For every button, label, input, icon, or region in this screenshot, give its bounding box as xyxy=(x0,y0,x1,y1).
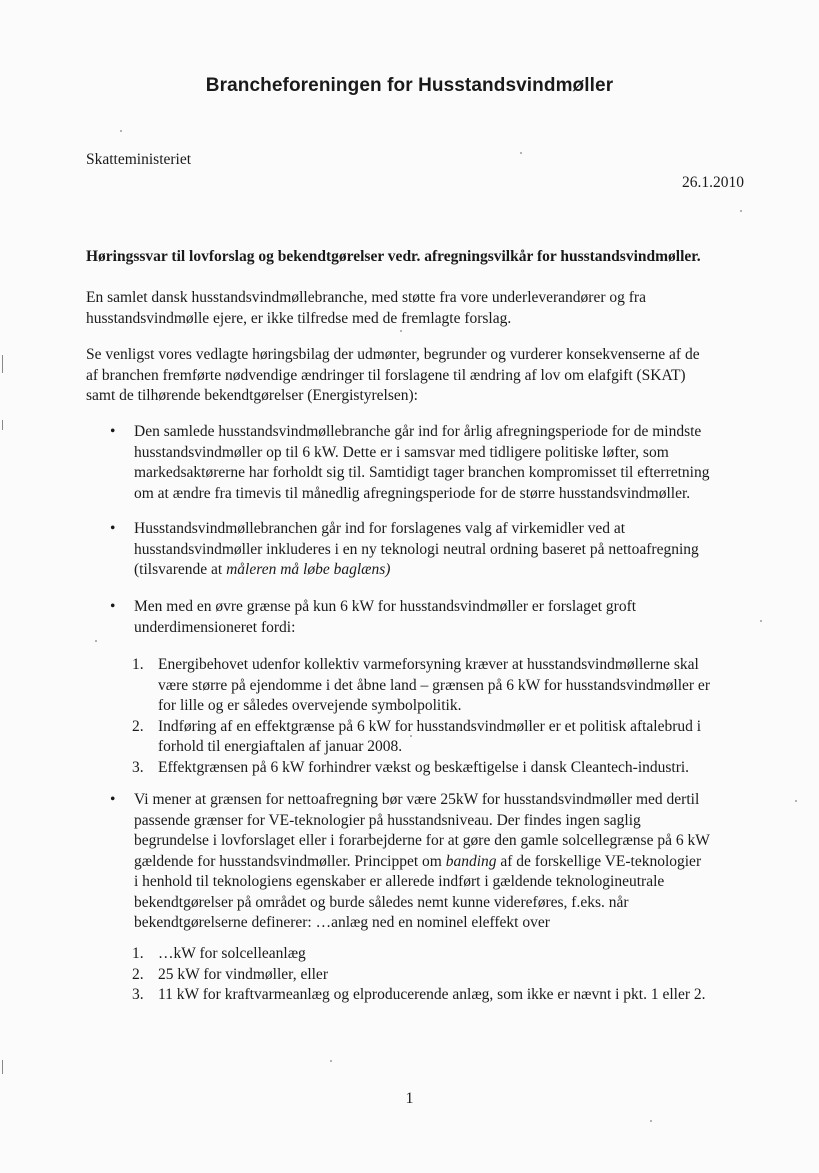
thresholds-list xyxy=(86,944,766,1006)
text-line: bekendtgørelserne definerer: …anlæg ned en nominel eleffekt over xyxy=(134,914,550,931)
scan-speck xyxy=(95,640,97,642)
text-line: forhold til energiaftalen af januar 2008. xyxy=(158,738,403,755)
text-line: …kW for solcelleanlæg xyxy=(158,945,306,962)
text-line: En samlet dansk husstandsvindmøllebranche, med støtte fra vore underleverandører og fra xyxy=(86,289,646,306)
attachment-paragraph xyxy=(86,345,746,407)
scan-speck xyxy=(795,800,797,802)
text-line: husstandsvindmøller op til 6 kW. Dette er i samsvar med tidligere politiske løfter, som xyxy=(134,443,669,461)
text-span: gældende for husstandsvindmøller. Princippet om xyxy=(134,852,446,870)
text-line: begrundelse i lovforslaget eller i forarbejderne for at gøre den gamle solcellegrænse på 6 kW xyxy=(134,832,710,849)
text-line: Den samlede husstandsvindmøllebranche går ind for årlig afregningsperiode for de mindste xyxy=(134,423,702,440)
text-line: markedsaktørerne har forholdt sig til. Samtidigt tager branchen kompromisset til efterretning xyxy=(134,464,710,481)
scan-edge-mark xyxy=(2,420,3,430)
scan-speck xyxy=(650,1120,652,1122)
bullet-marker: • xyxy=(110,791,116,808)
italic-phrase: banding xyxy=(445,852,497,870)
text-line: passende grænser for VE-teknologier på husstandsniveau. Der findes ingen saglig xyxy=(134,811,641,829)
text-line: husstandsvindmøller inkluderes i en ny teknologi neutral ordning baseret på nettoafregning xyxy=(134,540,699,558)
bullet-item xyxy=(86,597,756,641)
letter-date: 26.1.2010 xyxy=(682,174,744,191)
text-line: Husstandsvindmøllebranchen går ind for forslagenes valg af virkemidler ved at xyxy=(134,520,626,537)
subject-line: Høringssvar til lovforslag og bekendtgørelser vedr. afregningsvilkår for husstandsvindmøller. xyxy=(86,248,701,265)
text-line: om at ændre fra timevis til månedlig afregningsperiode for de større husstandsvindmøller. xyxy=(134,484,691,502)
scan-speck xyxy=(120,130,122,132)
bullet-item xyxy=(86,519,756,584)
scan-speck xyxy=(410,735,412,737)
text-line: husstandsvindmølle ejere, er ikke tilfredse med de fremlagte forslag. xyxy=(86,309,512,327)
bullet-marker: • xyxy=(110,520,116,537)
text-line: Men med en øvre grænse på kun 6 kW for husstandsvindmøller er forslaget groft xyxy=(134,598,637,615)
scan-speck xyxy=(740,210,742,212)
text-line: 25 kW for vindmøller, eller xyxy=(158,965,328,983)
text-line: 11 kW for kraftvarmeanlæg og elproducerende anlæg, som ikke er nævnt i pkt. 1 eller 2. xyxy=(158,986,706,1003)
text-line xyxy=(134,852,764,873)
page-number: 1 xyxy=(405,1090,414,1107)
list-number: 3. xyxy=(132,758,144,776)
intro-paragraph xyxy=(86,288,746,329)
scan-speck xyxy=(520,152,522,154)
list-item xyxy=(86,985,766,1006)
list-number: 2. xyxy=(132,717,144,735)
scan-speck xyxy=(400,330,402,332)
bullet-marker: • xyxy=(110,423,116,440)
letterhead-title: Brancheforeningen for Husstandsvindmøller xyxy=(205,75,614,96)
text-line: af branchen fremførte nødvendige ændringer til forslagene til ændring af lov om elafgift (SKAT) xyxy=(86,366,686,384)
text-line: Se venligst vores vedlagte høringsbilag der udmønter, begrunder og vurderer konsekvenserne af de xyxy=(86,346,700,363)
italic-phrase: måleren må løbe baglæns) xyxy=(226,561,391,578)
text-span: (tilsvarende at xyxy=(134,561,227,578)
text-line xyxy=(134,560,764,581)
scan-speck xyxy=(330,1060,332,1062)
list-item xyxy=(86,965,766,986)
text-line: Indføring af en effektgrænse på 6 kW for husstandsvindmøller er et politisk aftalebrud i xyxy=(158,717,702,735)
text-line: være større på ejendomme i det åbne land – grænsen på 6 kW for husstandsvindmøller er xyxy=(158,676,710,694)
list-number: 2. xyxy=(132,965,144,983)
bullet-marker: • xyxy=(110,598,116,615)
text-line: samt de tilhørende bekendtgørelser (Energistyrelsen): xyxy=(86,387,418,404)
text-line: Vi mener at grænsen for nettoafregning bør være 25kW for husstandsvindmøller med dertil xyxy=(134,791,700,808)
recipient: Skatteministeriet xyxy=(86,151,192,168)
list-item xyxy=(86,944,766,965)
scan-edge-mark xyxy=(2,1060,3,1074)
list-number: 1. xyxy=(132,656,144,673)
text-line: Energibehovet udenfor kollektiv varmeforsyning kræver at husstandsvindmøllerne skal xyxy=(158,656,699,673)
text-line: i henhold til teknologiens egenskaber er allerede indført i gældende teknologineutrale xyxy=(134,873,665,890)
scan-edge-mark xyxy=(2,355,3,373)
bullet-item xyxy=(86,422,756,507)
text-line: Effektgrænsen på 6 kW forhindrer vækst og beskæftigelse i dansk Cleantech-industri. xyxy=(158,758,690,776)
text-line: for lille og er således overvejende symbolpolitik. xyxy=(158,697,462,714)
reasons-list xyxy=(86,655,766,778)
list-number: 1. xyxy=(132,945,144,962)
text-line: bekendtgørelser på området og burde således nemt kunne videreføres, f.eks. når xyxy=(134,893,629,911)
list-item xyxy=(86,758,766,779)
bullet-item xyxy=(86,790,756,935)
text-line: underdimensioneret fordi: xyxy=(134,618,296,636)
list-item xyxy=(86,655,766,717)
list-number: 3. xyxy=(132,986,144,1003)
text-span: af de forskellige VE-teknologier xyxy=(496,852,702,870)
scan-speck xyxy=(760,620,762,622)
list-item xyxy=(86,717,766,758)
